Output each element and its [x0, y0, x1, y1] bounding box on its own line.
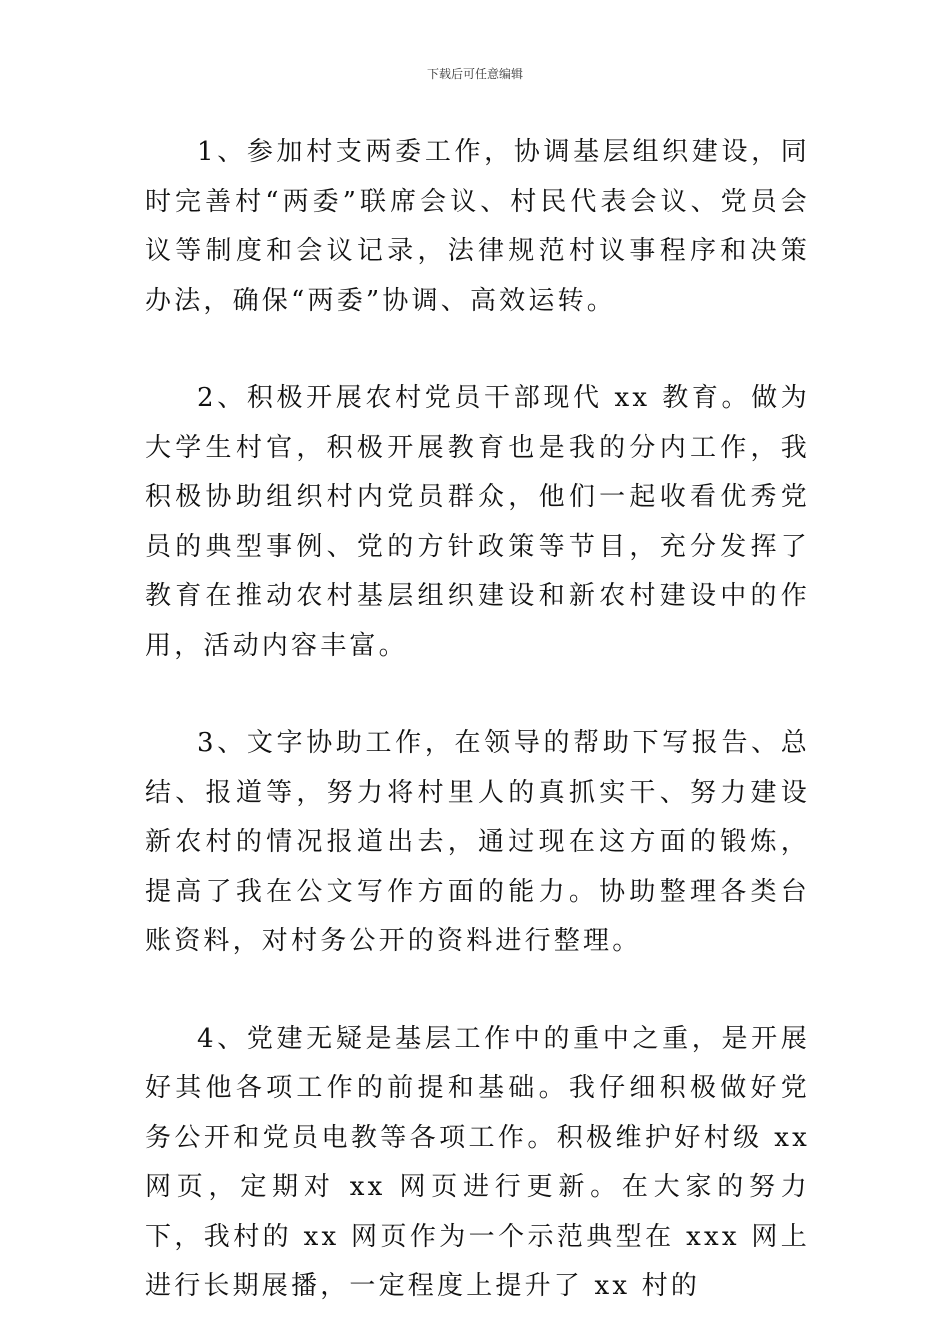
paragraph-1: 1、参加村支两委工作，协调基层组织建设，同时完善村“两委”联席会议、村民代表会议、党员会议等制度和会议记录，法律规范村议事程序和决策办法，确保“两委”协调、高效运转。 [145, 137, 810, 316]
paragraph-4: 4、党建无疑是基层工作中的重中之重，是开展好其他各项工作的前提和基础。我仔细积极做好党务公开和党员电教等各项工作。积极维护好村级 xx 网页，定期对 xx 网页进行更新。在大家的努力下，我村的 xx 网页作为一个示范典型在 xxx 网上进行长期展播，一定程度上提升了 xx 村的 [145, 1023, 810, 1301]
page-header: 下载后可任意编辑 [426, 67, 523, 81]
paragraph-3: 3、文字协助工作，在领导的帮助下写报告、总结、报道等，努力将村里人的真抓实干、努力建设新农村的情况报道出去，通过现在这方面的锻炼，提高了我在公文写作方面的能力。协助整理各类台账资料，对村务公开的资料进行整理。 [145, 728, 810, 956]
paragraph-2: 2、积极开展农村党员干部现代 xx 教育。做为大学生村官，积极开展教育也是我的分内工作，我积极协助组织村内党员群众，他们一起收看优秀党员的典型事例、党的方针政策等节目，充分发挥了教育在推动农村基层组织建设和新农村建设中的作用，活动内容丰富。 [145, 383, 810, 661]
document-body [145, 128, 810, 1312]
